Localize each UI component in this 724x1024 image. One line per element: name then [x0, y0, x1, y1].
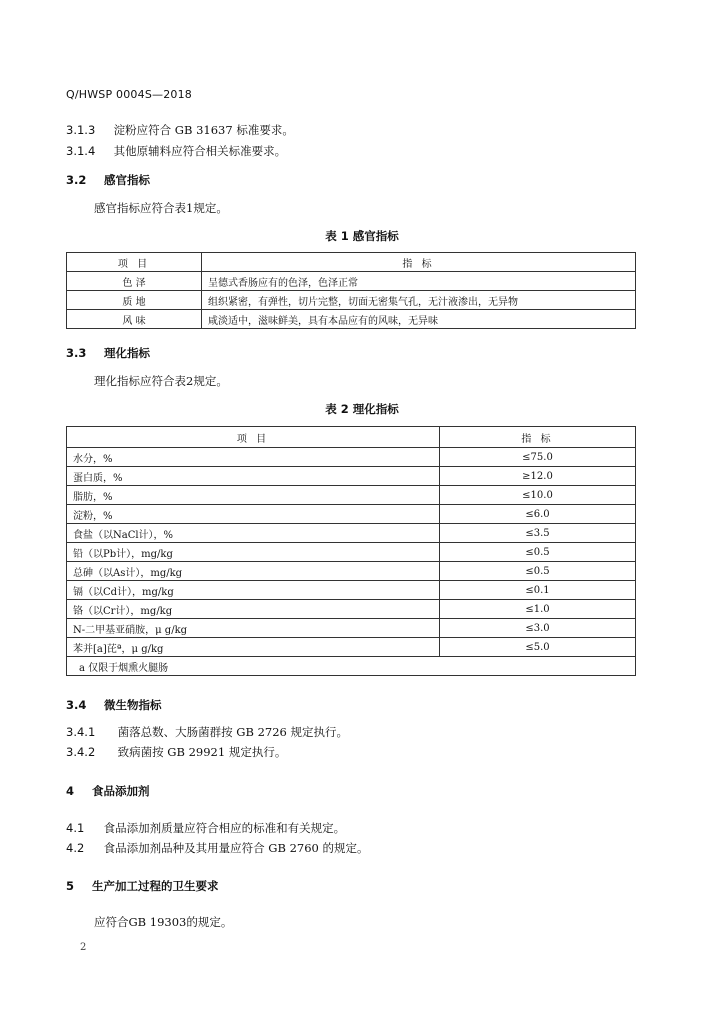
- section-number: 3.3: [66, 346, 87, 360]
- table-row: [67, 448, 636, 467]
- row-item: 蛋白质，%: [67, 467, 440, 486]
- row-item: 镉（以Cd计），mg/kg: [67, 581, 440, 600]
- row-item: 总砷（以As计），mg/kg: [67, 562, 440, 581]
- section-heading-3-4: [66, 697, 162, 713]
- table-2-physicochemical: [66, 426, 636, 676]
- table-row: [67, 310, 636, 329]
- section-title: 理化指标: [104, 346, 151, 360]
- table-1-title: 表 1 感官指标: [325, 229, 399, 243]
- table-2-title: 表 2 理化指标: [325, 402, 399, 416]
- clause-number: 4.1: [66, 821, 85, 835]
- table-row: [67, 543, 636, 562]
- row-item: 苯并[a]芘ª，μ g/kg: [67, 638, 440, 657]
- paragraph-5: 应符合GB 19303的规定。: [94, 915, 233, 929]
- table-row: [67, 619, 636, 638]
- table-row: [67, 505, 636, 524]
- header-indicator: 指 标: [440, 427, 636, 448]
- clause-text: 食品添加剂质量应符合相应的标准和有关规定。: [103, 821, 346, 835]
- table-row: [67, 581, 636, 600]
- row-item: 脂肪，%: [67, 486, 440, 505]
- row-value: ≤3.5: [440, 524, 636, 543]
- table-row: [67, 600, 636, 619]
- row-item: 色 泽: [67, 272, 202, 291]
- table-row: [67, 291, 636, 310]
- clause-number: 3.4.1: [66, 725, 96, 739]
- row-value: ≥12.0: [440, 467, 636, 486]
- row-value: ≤10.0: [440, 486, 636, 505]
- table-row: [67, 524, 636, 543]
- table-note-row: [67, 657, 636, 676]
- paragraph-3-3: 理化指标应符合表2规定。: [94, 374, 228, 388]
- row-item: 食盐（以NaCl计），%: [67, 524, 440, 543]
- section-title: 生产加工过程的卫生要求: [92, 879, 219, 893]
- row-value: ≤3.0: [440, 619, 636, 638]
- clause-text: 淀粉应符合 GB 31637 标准要求。: [113, 123, 294, 137]
- clause-4-1: [66, 820, 345, 836]
- document-code: Q/HWSP 0004S—2018: [66, 88, 192, 101]
- row-indicator: 咸淡适中，滋味鲜美，具有本品应有的风味，无异味: [202, 310, 636, 329]
- table-row: [67, 272, 636, 291]
- paragraph-3-2: 感官指标应符合表1规定。: [94, 201, 228, 215]
- table-footnote: a 仅限于烟熏火腿肠: [67, 657, 636, 676]
- row-item: 风 味: [67, 310, 202, 329]
- row-value: ≤0.5: [440, 543, 636, 562]
- section-title: 微生物指标: [104, 698, 162, 712]
- table-row: [67, 467, 636, 486]
- section-heading-3-3: [66, 345, 150, 361]
- row-value: ≤1.0: [440, 600, 636, 619]
- row-item: 淀粉，%: [67, 505, 440, 524]
- header-item: 项 目: [67, 253, 202, 272]
- header-item: 项 目: [67, 427, 440, 448]
- clause-3-4-2: [66, 744, 286, 760]
- row-item: N-二甲基亚硝胺，μ g/kg: [67, 619, 440, 638]
- clause-text: 食品添加剂品种及其用量应符合 GB 2760 的规定。: [103, 841, 369, 855]
- table-row: [67, 486, 636, 505]
- table-1-sensory: [66, 252, 636, 329]
- table-header-row: [67, 253, 636, 272]
- clause-3-1-4: [66, 143, 286, 159]
- row-value: ≤75.0: [440, 448, 636, 467]
- clause-number: 3.1.3: [66, 123, 96, 137]
- section-heading-3-2: [66, 172, 150, 188]
- clause-text: 致病菌按 GB 29921 规定执行。: [117, 745, 287, 759]
- clause-number: 3.1.4: [66, 144, 96, 158]
- header-indicator: 指 标: [202, 253, 636, 272]
- row-item: 铅（以Pb计），mg/kg: [67, 543, 440, 562]
- section-number: 5: [66, 879, 75, 893]
- table-header-row: [67, 427, 636, 448]
- clause-3-1-3: [66, 122, 294, 138]
- clause-text: 其他原辅料应符合相关标准要求。: [113, 144, 287, 158]
- section-title: 食品添加剂: [92, 784, 150, 798]
- clause-number: 4.2: [66, 841, 85, 855]
- row-item: 铬（以Cr计），mg/kg: [67, 600, 440, 619]
- row-indicator: 呈德式香肠应有的色泽，色泽正常: [202, 272, 636, 291]
- row-indicator: 组织紧密，有弹性，切片完整，切面无密集气孔，无汁液渗出，无异物: [202, 291, 636, 310]
- clause-text: 菌落总数、大肠菌群按 GB 2726 规定执行。: [117, 725, 349, 739]
- clause-4-2: [66, 840, 369, 856]
- row-value: ≤6.0: [440, 505, 636, 524]
- row-value: ≤0.5: [440, 562, 636, 581]
- section-title: 感官指标: [104, 173, 151, 187]
- row-item: 质 地: [67, 291, 202, 310]
- table-row: [67, 638, 636, 657]
- row-item: 水分，%: [67, 448, 440, 467]
- section-number: 3.4: [66, 698, 87, 712]
- section-number: 3.2: [66, 173, 87, 187]
- row-value: ≤0.1: [440, 581, 636, 600]
- clause-number: 3.4.2: [66, 745, 96, 759]
- row-value: ≤5.0: [440, 638, 636, 657]
- section-heading-4: [66, 783, 150, 799]
- table-row: [67, 562, 636, 581]
- clause-3-4-1: [66, 724, 348, 740]
- section-number: 4: [66, 784, 75, 798]
- section-heading-5: [66, 878, 219, 894]
- page-number: 2: [80, 942, 87, 953]
